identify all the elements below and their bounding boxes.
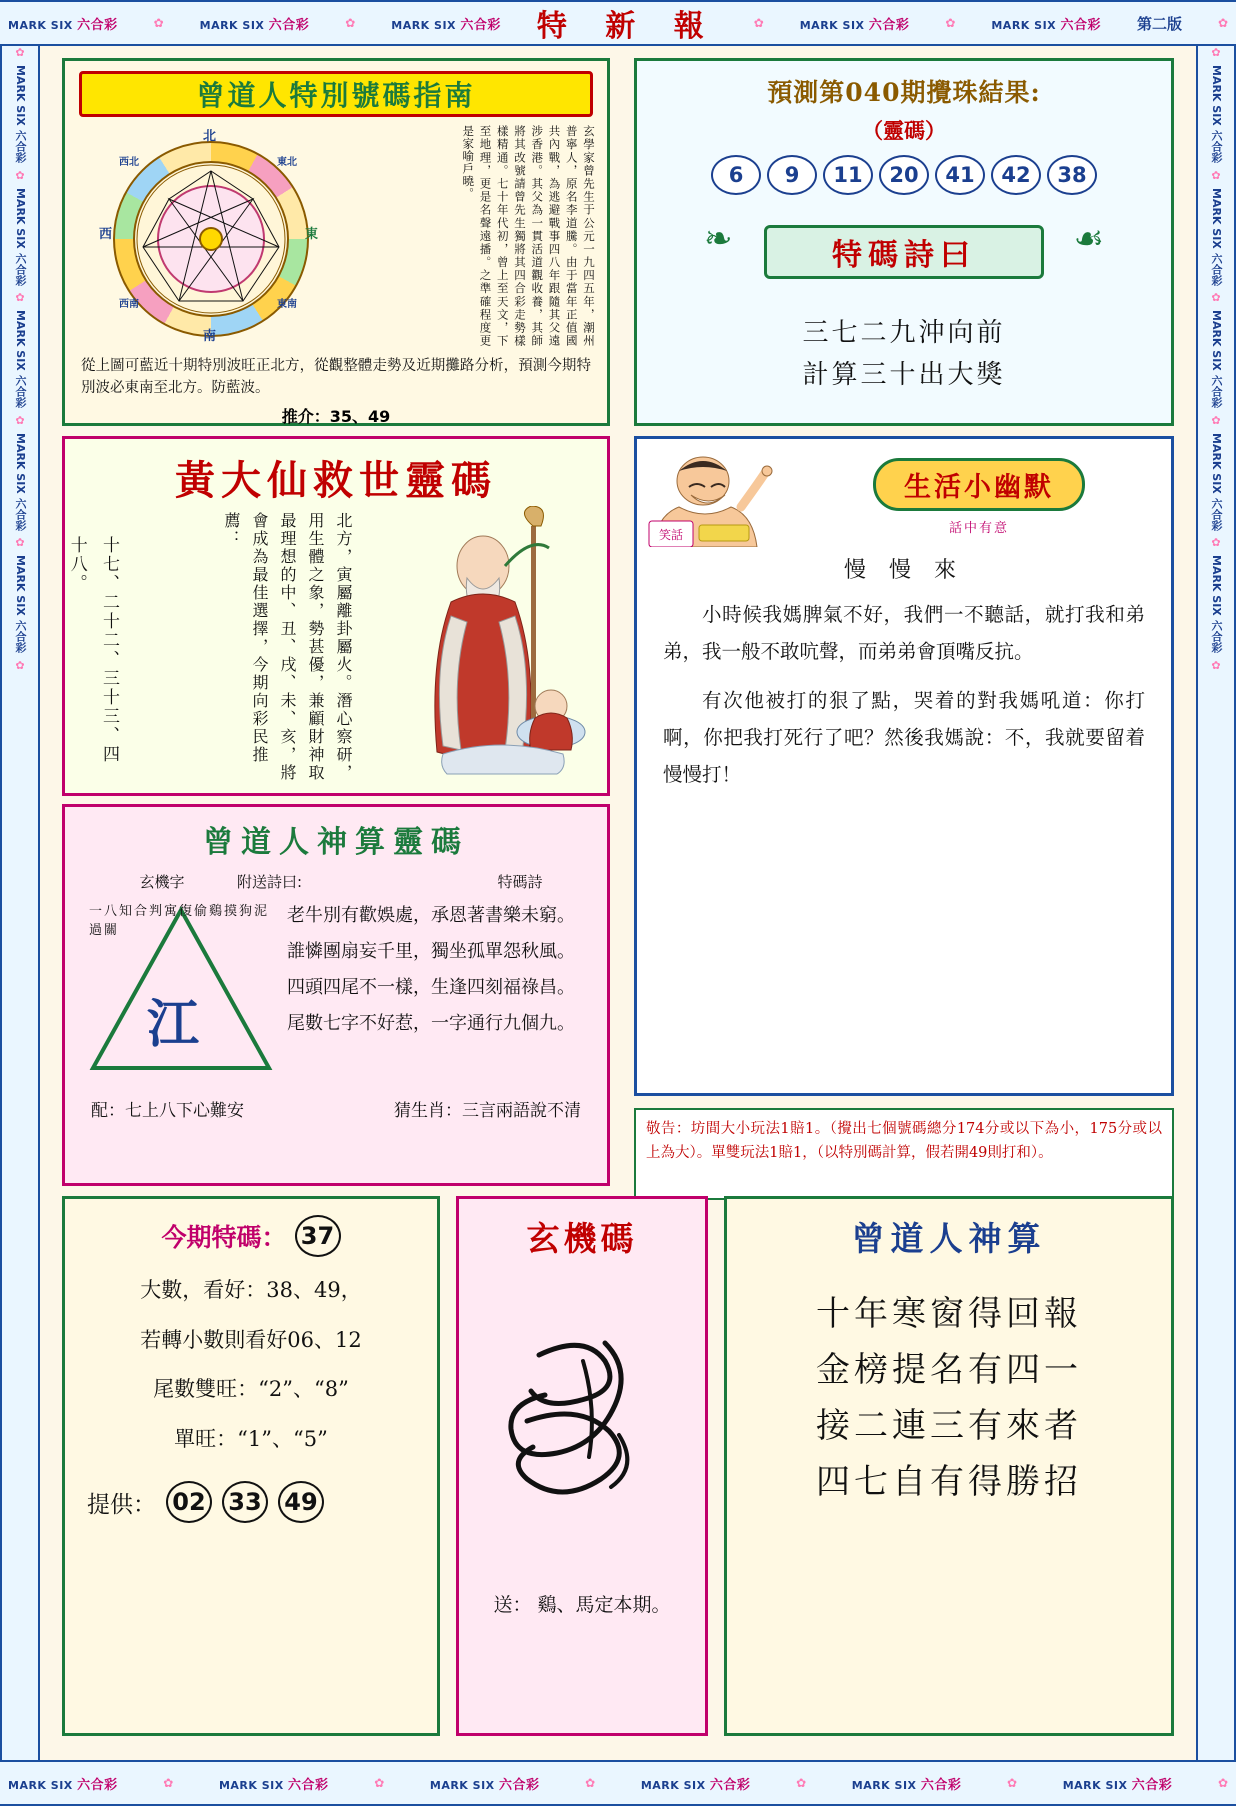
flower-icon: ✿ (1211, 46, 1221, 59)
compass-label-south: 南 (203, 329, 217, 344)
mark-six-logo: MARK SIX 六合彩 (429, 1777, 540, 1793)
mark-six-logo: MARK SIX 六合彩 (391, 17, 501, 33)
mark-six-logo: MARK SIX 六合彩 (799, 17, 910, 33)
compass-label-southeast: 東南 (277, 299, 297, 310)
special-code-line: 大數，看好：38、49， (140, 1278, 362, 1302)
compass-label-east: 東 (305, 227, 319, 242)
mark-six-logo: MARK SIX 六合彩 (1210, 432, 1223, 531)
flower-icon: ✿ (1211, 659, 1221, 673)
mark-six-logo: MARK SIX 六合彩 (1210, 187, 1223, 286)
shensuan-poem-line: 接二連三有來者 (816, 1406, 1082, 1447)
notice-text: 敬告：坊間大小玩法1賠1。（攪出七個號碼總分174分或以下為小，175分或以上為大）。單雙玩法1賠1，（以特別碼計算，假若開49則打和）。 (646, 1121, 1162, 1161)
forecast-title: 預測第040期攪珠結果: (767, 78, 1041, 107)
flower-icon: ✿ (374, 1776, 385, 1790)
flower-icon: ✿ (153, 16, 164, 30)
cartoon-man-icon (645, 447, 795, 547)
masthead-top (0, 0, 1236, 46)
mark-six-logo: MARK SIX 六合彩 (1210, 555, 1223, 654)
poem-line: 四頭四尾不一樣，生逢四刻福祿昌。 (287, 977, 575, 998)
right-ornament-strip (1196, 46, 1236, 1760)
compass-section (65, 121, 607, 353)
mark-six-logo: MARK SIX 六合彩 (14, 187, 27, 286)
svg-text:笑話: 笑話 (658, 528, 684, 542)
compass-label-southwest: 西南 (119, 299, 139, 310)
compass-diagram (91, 129, 341, 347)
special-number-guide-panel (62, 58, 610, 426)
compass-label-northwest: 西北 (119, 157, 139, 168)
shensuan-poem (745, 1286, 1153, 1510)
flower-icon: ✿ (945, 16, 956, 30)
triangle-diagram (83, 896, 279, 1086)
special-code-header (65, 1215, 437, 1257)
guide-recommend-label: 推介： (281, 406, 330, 426)
flower-icon: ✿ (15, 536, 25, 550)
xuanji-panel (456, 1196, 708, 1736)
immortal-illustration (355, 506, 601, 792)
zodiac-hint: 猜生肖：三言兩語說不清 (394, 1101, 581, 1121)
lottery-ball: 38 (1047, 155, 1097, 195)
special-code-line: 尾數雙旺：“2”、“8” (153, 1377, 349, 1401)
mark-six-logo: MARK SIX 六合彩 (14, 65, 27, 163)
guide-header (79, 71, 593, 117)
forecast-poem-line: 計算三十出大獎 (802, 359, 1006, 390)
triangle-arc-text: 一八知合判寓復偷鷄摸狗泥過關 (89, 904, 270, 938)
forecast-poem-line: 三七二九沖向前 (802, 318, 1006, 348)
guide-recommendation (65, 404, 607, 427)
humor-panel (634, 436, 1174, 1096)
mark-six-logo: MARK SIX 六合彩 (991, 17, 1101, 33)
provide-label: 提供： (87, 1491, 156, 1518)
page-title: 特 新 報 (536, 9, 718, 44)
guide-recommend-value: 35、49 (329, 406, 391, 426)
wongtaisin-numbers: 十七、二十二、三十三、四十八。 (66, 536, 119, 764)
shensuan-lingma-footer (65, 1096, 607, 1121)
flower-icon: ✿ (15, 168, 25, 182)
provide-row (87, 1481, 437, 1523)
shensuan-poem-line: 四七自有得勝招 (816, 1462, 1082, 1503)
laurel-leaf-icon: ☙ (1073, 219, 1104, 259)
provide-number: 49 (278, 1481, 324, 1523)
shensuan-poem-line: 金榜提名有四一 (816, 1350, 1082, 1391)
special-code-line: 單旺：“1”、“5” (174, 1426, 328, 1451)
compass-label-north: 北 (203, 129, 217, 144)
compass-label-west: 西 (99, 227, 113, 242)
guide-header-text: 曾道人特別號碼指南 (196, 79, 476, 112)
flower-icon: ✿ (163, 1776, 174, 1790)
shensuan-title: 曾道人神算 (851, 1219, 1047, 1258)
left-ornament-strip (0, 46, 40, 1760)
humor-subtitle: 話中有意 (948, 521, 1009, 536)
provide-number: 33 (222, 1481, 268, 1523)
shensuan-lingma-poem (287, 898, 591, 1042)
lottery-ball: 11 (823, 155, 873, 195)
mark-six-logo: MARK SIX 六合彩 (14, 555, 27, 654)
flower-icon: ✿ (753, 16, 764, 30)
mark-six-logo: MARK SIX 六合彩 (199, 17, 310, 33)
wongtaisin-title: 黃大仙救世靈碼 (175, 457, 497, 504)
lottery-ball: 6 (711, 155, 761, 195)
flower-icon: ✿ (1211, 413, 1221, 427)
wongtaisin-text: 北方，寅屬離卦屬火。潛心察研，用生體之象，勢甚優，兼顧財神取最理想的中、丑、戌、未、亥，將會成為最佳選擇，今期向彩民推薦： (222, 512, 353, 782)
special-poem-banner-text: 特碼詩曰 (832, 238, 976, 273)
shensuan-lingma-body (65, 892, 607, 1092)
shensuan-panel (724, 1196, 1174, 1736)
masthead-bottom (0, 1760, 1236, 1806)
xuanji-signature (459, 1260, 705, 1590)
humor-paragraph: 小時候我媽脾氣不好，我們一不聽話，就打我和弟弟，我一般不敢吭聲，而弟弟會頂嘴反抗。 (663, 603, 1145, 664)
humor-header (637, 439, 1171, 547)
special-code-title: 今期特碼： (161, 1223, 287, 1252)
flower-icon: ✿ (15, 413, 25, 427)
special-code-line: 若轉小數則看好06、12 (140, 1327, 362, 1352)
flower-icon: ✿ (15, 291, 25, 305)
mark-six-logo: MARK SIX 六合彩 (1210, 65, 1223, 163)
poem-line: 尾數七字不好惹，一字通行九個九。 (287, 1013, 575, 1034)
mark-six-logo: MARK SIX 六合彩 (8, 1777, 118, 1793)
forecast-poem (637, 313, 1171, 396)
edition-label: 第二版 (1136, 14, 1182, 33)
flower-icon: ✿ (1211, 291, 1221, 305)
flower-icon: ✿ (15, 659, 25, 673)
shensuan-lingma-panel (62, 804, 610, 1186)
poem-line: 老牛別有歡娛處，承恩著書樂未窮。 (287, 905, 575, 926)
lottery-ball: 9 (767, 155, 817, 195)
humor-title-block (795, 447, 1163, 547)
mark-six-logo: MARK SIX 六合彩 (851, 1777, 962, 1793)
mark-six-logo: MARK SIX 六合彩 (218, 1777, 329, 1793)
flower-icon: ✿ (1211, 536, 1221, 550)
calligraphy-scribble-icon (487, 1315, 677, 1535)
notice-panel (634, 1108, 1174, 1200)
forecast-panel (634, 58, 1174, 426)
flower-icon: ✿ (796, 1776, 807, 1790)
laurel-leaf-icon: ❧ (704, 219, 733, 259)
humor-heading: 慢 慢 來 (844, 558, 964, 583)
wongtaisin-panel (62, 436, 610, 796)
provide-number: 02 (166, 1481, 212, 1523)
mark-six-logo: MARK SIX 六合彩 (8, 17, 118, 33)
flower-icon: ✿ (1217, 16, 1228, 30)
mark-six-logo: MARK SIX 六合彩 (14, 310, 27, 408)
shensuan-lingma-labels (65, 871, 607, 892)
laurel-banner (684, 209, 1124, 295)
xuanji-title: 玄機碼 (526, 1219, 638, 1258)
humor-paragraph: 有次他被打的狠了點，哭着的對我媽吼道：你打啊，你把我打死行了吧？然後我媽說：不，我就要留着慢慢打！ (663, 689, 1145, 787)
xuanji-footer: 送： 鷄、馬定本期。 (493, 1594, 671, 1616)
flower-icon: ✿ (585, 1776, 596, 1790)
special-code-number: 37 (295, 1215, 341, 1257)
guide-biography-text: 玄學家曾先生于公元一九四五年，潮州普寧人，原名李道騰。由于當年正值國共內戰，為逃避戰事四八年跟隨其父遠涉香港。其父為一貫活道觀收養，其師將其改號請曾先生獨將其四合彩走勢樣樣精通。七十年代初，曾上至天文，下至地理，更是名聲遠播。之準確程度更是家喻戶曉。 (461, 125, 596, 347)
special-poem-banner (764, 225, 1044, 279)
forecast-subtitle: （靈碼） (862, 118, 946, 143)
special-poem-label: 特碼詩 (497, 873, 543, 891)
guide-analysis-text: 從上圖可藍近十期特別波旺正北方，從觀整體走勢及近期攤路分析，預測今期特別波必東南至北方。防藍波。 (81, 358, 591, 397)
compass-label-northeast: 東北 (277, 157, 297, 168)
flower-icon: ✿ (345, 16, 356, 30)
mark-six-logo: MARK SIX 六合彩 (1210, 310, 1223, 408)
pairing-hint: 配：七上八下心難安 (91, 1101, 244, 1121)
wongtaisin-body (65, 506, 607, 792)
mark-six-logo: MARK SIX 六合彩 (1062, 1777, 1173, 1793)
flower-icon: ✿ (1211, 168, 1221, 182)
special-code-panel (62, 1196, 440, 1736)
humor-title: 生活小幽默 (873, 458, 1085, 511)
compass-center (199, 227, 223, 251)
flower-icon: ✿ (1007, 1776, 1018, 1790)
lottery-ball: 20 (879, 155, 929, 195)
flower-icon: ✿ (15, 46, 25, 59)
bonus-poem-label: 附送詩曰: (237, 873, 303, 891)
triangle-center-glyph: 江 (147, 994, 200, 1055)
xuanji-char-label: 玄機字 (139, 873, 185, 891)
shensuan-lingma-title: 曾道人神算靈碼 (203, 825, 469, 860)
mark-six-logo: MARK SIX 六合彩 (640, 1777, 751, 1793)
shensuan-poem-line: 十年寒窗得回報 (816, 1294, 1082, 1334)
lottery-ball: 42 (991, 155, 1041, 195)
forecast-ball-list (637, 155, 1171, 195)
lottery-ball: 41 (935, 155, 985, 195)
poem-line: 誰憐團扇妄千里，獨坐孤單怨秋風。 (287, 941, 575, 962)
flower-icon: ✿ (1217, 1776, 1228, 1790)
mark-six-logo: MARK SIX 六合彩 (14, 432, 27, 531)
